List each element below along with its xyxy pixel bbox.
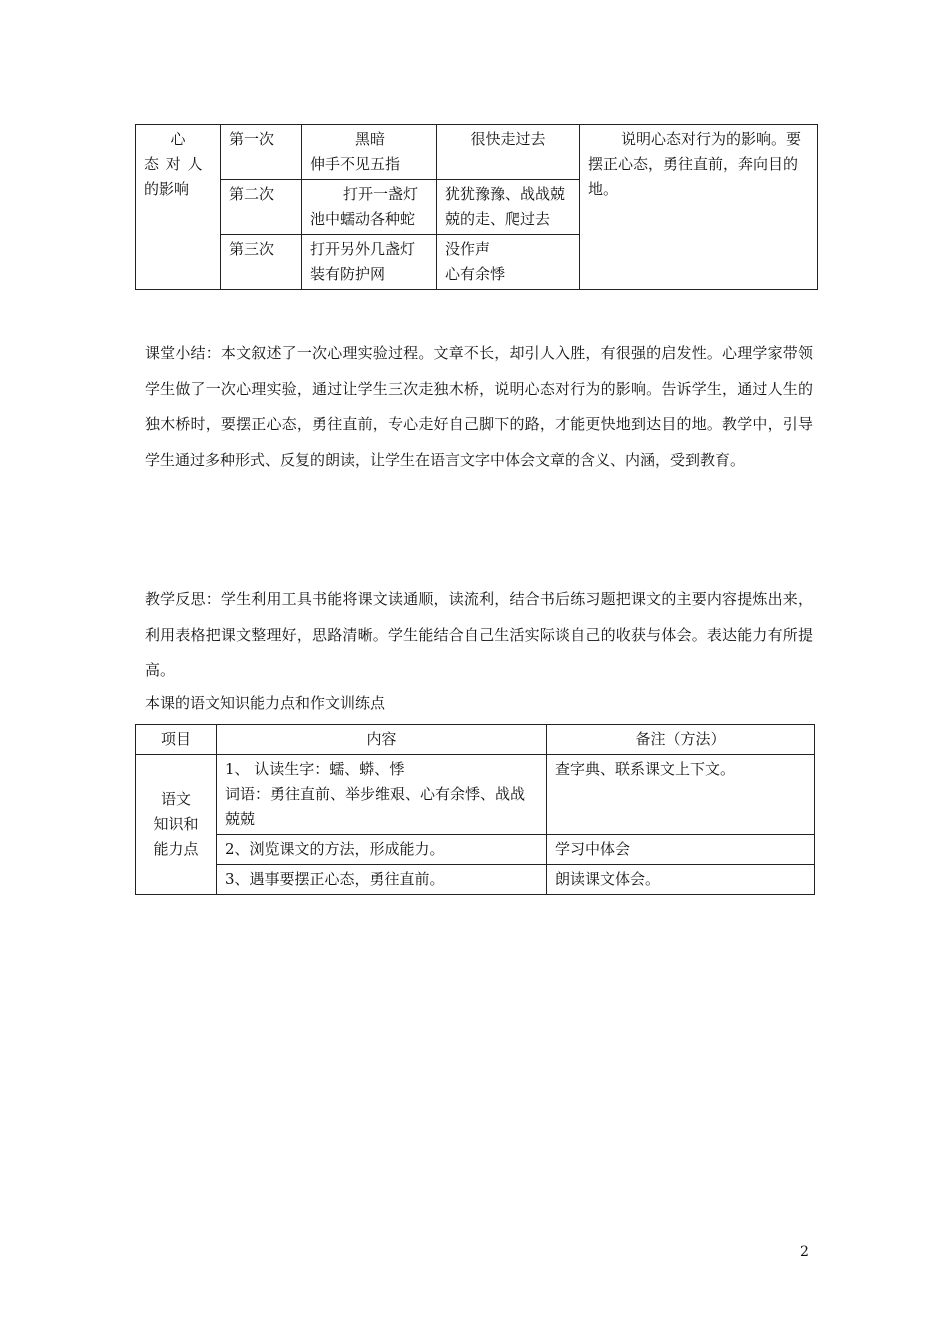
class-summary: 课堂小结：本文叙述了一次心理实验过程。文章不长，却引人入胜，有很强的启发性。心理学家带领学生做了一次心理实验，通过让学生三次走独木桥，说明心态对行为的影响。告诉学生，通过人生的独木桥时，要摆正心态，勇往直前，专心走好自己脚下的路，才能更快地到达目的地。教学中，引导学生通过多种形式、反复的朗读，让学生在语言文字中体会文章的含义、内涵，受到教育。	[145, 344, 813, 469]
experiment-table	[135, 124, 818, 290]
content-cell	[217, 755, 547, 835]
action-cell	[437, 235, 580, 290]
category-cell	[136, 755, 217, 895]
light-line: 打开一盏灯	[343, 185, 419, 203]
light-line: 打开另外几盏灯	[310, 240, 416, 258]
trial-label: 第三次	[221, 235, 302, 290]
teaching-reflection: 教学反思：学生利用工具书能将课文读通顺，读流利，结合书后练习题把课文的主要内容提炼出来，利用表格把课文整理好，思路清晰。学生能结合自己生活实际谈自己的收获与体会。表达能力有所提高。	[145, 590, 813, 679]
category-line: 语文	[160, 790, 191, 808]
content-line: 1、 认读生字：蠕、蟒、悸	[225, 760, 405, 778]
content-cell: 2、浏览课文的方法，形成能力。	[217, 835, 547, 865]
content-line: 词语：勇往直前、举步维艰、心有余悸、战战兢兢	[225, 785, 526, 828]
light-line: 池中蠕动各种蛇	[310, 210, 416, 228]
action-line: 没作声	[445, 240, 491, 258]
header-cell: 内容	[217, 725, 547, 755]
note-cell: 查字典、联系课文上下文。	[547, 755, 815, 835]
header-cell: 项目	[136, 725, 217, 755]
light-line: 黑暗	[355, 130, 386, 148]
category-line: 心	[170, 130, 186, 148]
note-cell: 朗读课文体会。	[547, 865, 815, 895]
knowledge-table	[135, 724, 815, 895]
conclusion-cell	[580, 125, 818, 290]
category-cell	[136, 125, 221, 290]
category-line: 知识和	[153, 815, 199, 833]
content-cell: 3、遇事要摆正心态，勇往直前。	[217, 865, 547, 895]
category-line: 的影响	[144, 180, 190, 198]
light-line: 伸手不见五指	[310, 155, 401, 173]
category-line: 能力点	[153, 840, 199, 858]
trial-label: 第一次	[221, 125, 302, 180]
conclusion-text: 说明心态对行为的影响。要摆正心态，勇往直前，奔向目的地。	[588, 130, 802, 198]
page-number: 2	[800, 1244, 809, 1260]
table-caption: 本课的语文知识能力点和作文训练点	[145, 694, 386, 712]
category-line: 态 对 人	[144, 155, 203, 173]
light-condition	[302, 125, 437, 180]
action-line: 心有余悸	[445, 265, 506, 283]
light-condition	[302, 235, 437, 290]
light-line: 装有防护网	[310, 265, 386, 283]
action-cell: 很快走过去	[437, 125, 580, 180]
light-condition	[302, 180, 437, 235]
trial-label: 第二次	[221, 180, 302, 235]
note-cell: 学习中体会	[547, 835, 815, 865]
action-cell: 犹犹豫豫、战战兢兢的走、爬过去	[437, 180, 580, 235]
header-cell: 备注（方法）	[547, 725, 815, 755]
